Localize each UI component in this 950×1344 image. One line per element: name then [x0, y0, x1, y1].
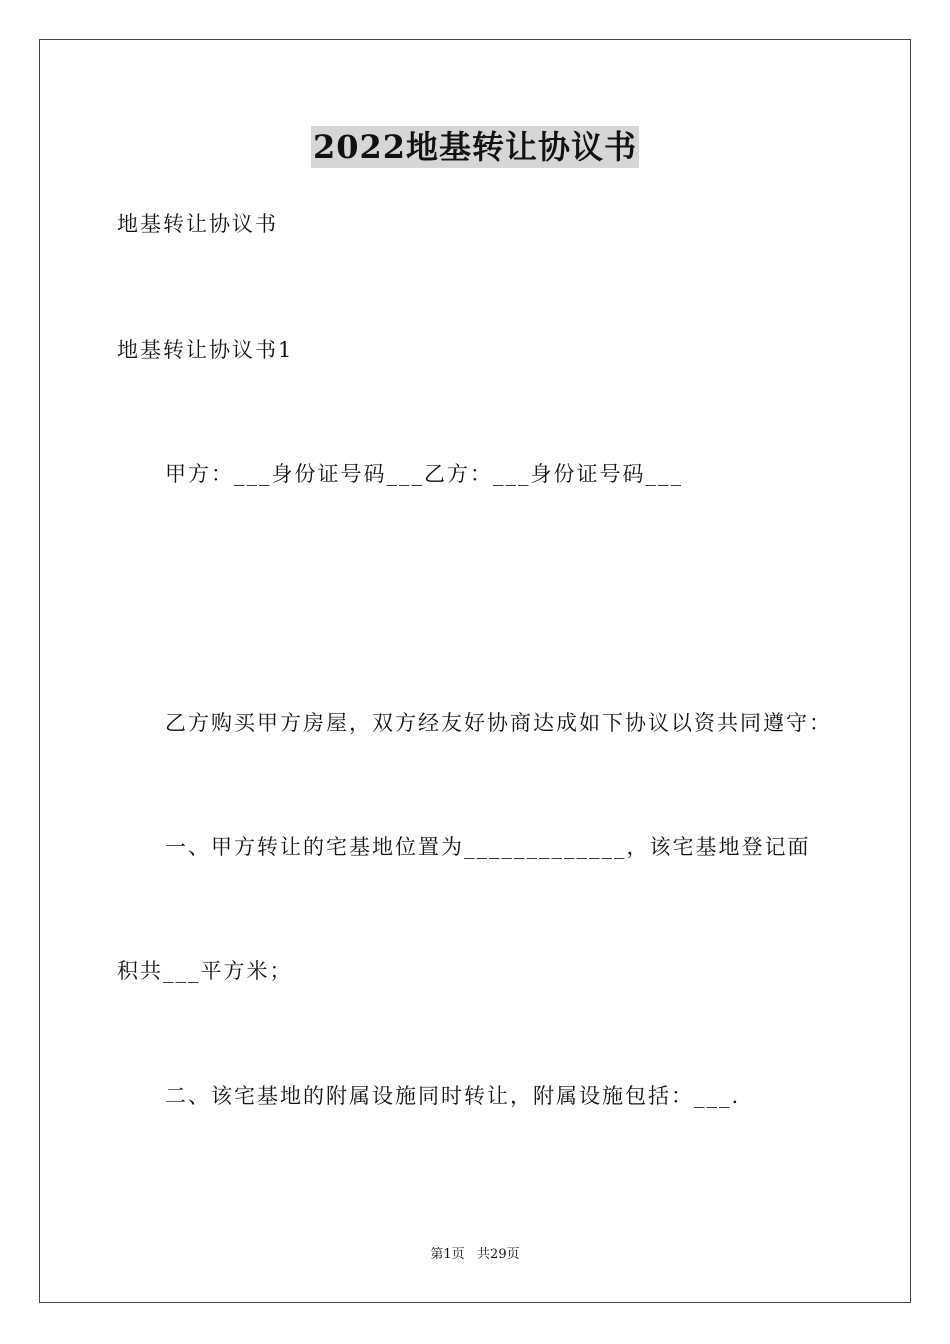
parties-line: 甲方：___身份证号码___乙方：___身份证号码___ [165, 462, 683, 486]
clause-one: 一、甲方转让的宅基地位置为_____________，该宅基地登记面 [165, 835, 811, 859]
clause-two: 二、该宅基地的附属设施同时转让，附属设施包括：___. [165, 1084, 741, 1108]
agreement-intro: 乙方购买甲方房屋，双方经友好协商达成如下协议以资共同遵守： [165, 711, 832, 735]
page-footer: 第1页 共29页 [430, 1247, 520, 1262]
clause-one-continued: 积共___平方米； [117, 959, 293, 983]
section-heading: 地基转让协议书1 [117, 338, 294, 362]
document-title-wrapper [0, 126, 950, 168]
document-title: 2022地基转让协议书 [312, 128, 638, 166]
subtitle: 地基转让协议书 [117, 212, 278, 236]
